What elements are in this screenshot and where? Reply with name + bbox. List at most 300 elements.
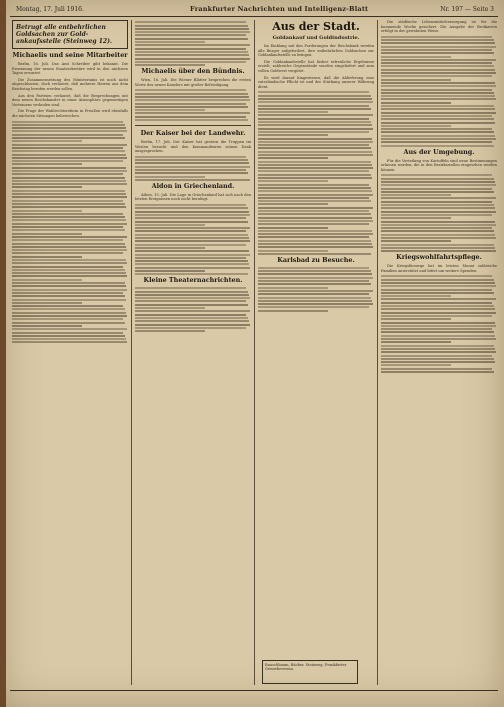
column-1 (12, 20, 128, 680)
illegible-text-line (12, 196, 127, 198)
illegible-text-line (135, 317, 248, 319)
illegible-text-line (12, 285, 126, 287)
illegible-text-line (12, 210, 82, 212)
col2-filler-text (135, 156, 251, 181)
col2-headline-3: Aldon in Griechenland. (151, 181, 235, 190)
illegible-text-line (12, 269, 125, 271)
illegible-text-line (258, 280, 369, 282)
illegible-text-line (381, 240, 451, 242)
illegible-text-line (12, 289, 127, 291)
col3-paragraph: Die Goldankaufsstelle hat bisher erfreuliche Ergebnisse erzielt; zahlreiche Gegenstände wurden eingeliefert und zum vollen Goldwert vergütet. (258, 59, 374, 73)
illegible-text-line (258, 174, 371, 176)
illegible-text-line (12, 160, 123, 162)
illegible-text-line (12, 236, 127, 238)
illegible-text-line (381, 275, 492, 277)
illegible-text-line (12, 312, 126, 314)
illegible-text-line (258, 277, 373, 279)
illegible-text-line (12, 229, 125, 231)
illegible-text-line (135, 172, 248, 174)
illegible-text-line (12, 183, 127, 185)
illegible-text-line (258, 111, 328, 113)
illegible-text-line (381, 56, 451, 58)
illegible-text-line (258, 293, 369, 295)
illegible-text-line (12, 266, 123, 268)
illegible-text-line (381, 65, 494, 67)
column-3 (258, 20, 374, 680)
col4-paragraph: Für die Verteilung von Kartoffeln sind neue Bestimmungen erlassen worden, die in den Bezirksstellen eingesehen werden können. (381, 158, 497, 172)
illegible-text-line (258, 105, 369, 107)
page-header (10, 4, 498, 17)
col3-filler-text (258, 91, 374, 255)
illegible-text-line (12, 272, 126, 274)
illegible-text-line (135, 169, 246, 171)
illegible-text-line (381, 315, 492, 317)
illegible-text-line (135, 31, 250, 33)
col2-filler-text (135, 204, 251, 275)
col4-paragraph: Die städtische Lebensmittelversorgung ist für die kommende Woche gesichert. Die Ausgabe der Brotkarten erfolgt in der gewohnten Weise. (381, 20, 497, 34)
illegible-text-line (381, 221, 495, 223)
illegible-text-line (135, 41, 205, 43)
column-rule (254, 20, 255, 685)
divider (135, 125, 251, 126)
col2-headline-4: Kleine Theaternachrichten. (143, 276, 243, 285)
illegible-text-line (12, 157, 127, 159)
illegible-text-line (381, 145, 494, 147)
illegible-text-line (381, 328, 492, 330)
illegible-text-line (381, 128, 492, 130)
illegible-text-line (12, 292, 123, 294)
illegible-text-line (135, 250, 249, 252)
illegible-text-line (12, 226, 123, 228)
illegible-text-line (135, 267, 250, 269)
illegible-text-line (381, 36, 492, 38)
illegible-text-line (12, 338, 126, 340)
illegible-text-line (12, 302, 82, 304)
advertisement-box: Rauschbaum, Bäcker, Steinweg. Frankfurter Gewerbeverein. (262, 660, 358, 684)
illegible-text-line (12, 193, 126, 195)
illegible-text-line (135, 273, 248, 275)
illegible-text-line (381, 46, 496, 48)
illegible-text-line (381, 364, 451, 366)
illegible-text-line (135, 156, 246, 158)
illegible-text-line (258, 253, 371, 255)
illegible-text-line (381, 338, 496, 340)
illegible-text-line (258, 154, 373, 156)
illegible-text-line (258, 95, 371, 97)
illegible-text-line (381, 95, 495, 97)
illegible-text-line (12, 233, 82, 235)
illegible-text-line (135, 257, 246, 259)
illegible-text-line (258, 273, 372, 275)
illegible-text-line (12, 328, 127, 330)
illegible-text-line (381, 230, 494, 232)
col4-paragraph: Die Kriegsfürsorge hat im letzten Monat zahlreiche Familien unterstützt und bittet um weitere Spenden. (381, 264, 497, 273)
illegible-text-line (381, 348, 495, 350)
illegible-text-line (381, 131, 494, 133)
illegible-text-line (135, 93, 248, 95)
col4-headline-1: Aus der Umgebung. (403, 147, 475, 156)
illegible-text-line (135, 287, 246, 289)
illegible-text-line (258, 203, 328, 205)
illegible-text-line (258, 124, 372, 126)
illegible-text-line (12, 163, 82, 165)
illegible-text-line (135, 25, 248, 27)
illegible-text-line (135, 21, 246, 23)
illegible-text-line (12, 335, 125, 337)
col2-headline-2: Der Kaiser bei der Landwehr. (140, 129, 246, 138)
section-title: Aus der Stadt. (272, 20, 360, 33)
col2-filler-text (135, 21, 251, 66)
illegible-text-line (258, 197, 369, 199)
section-subtitle: Goldankauf und Goldindustrie. (272, 35, 360, 41)
illegible-text-line (258, 187, 371, 189)
illegible-text-line (258, 184, 369, 186)
illegible-text-line (381, 141, 492, 143)
illegible-text-line (381, 351, 496, 353)
illegible-text-line (258, 167, 373, 169)
illegible-text-line (258, 270, 371, 272)
illegible-text-line (258, 236, 369, 238)
illegible-text-line (135, 320, 249, 322)
illegible-text-line (12, 223, 127, 225)
column-rule (131, 20, 132, 685)
illegible-text-line (381, 207, 495, 209)
illegible-text-line (135, 247, 205, 249)
illegible-text-line (12, 206, 126, 208)
gold-appeal-box: Betrugt alle entbehrlichen Goldsachen zur Gold-ankaufsstelle (Steinweg 12). (12, 20, 128, 49)
illegible-text-line (381, 188, 492, 190)
illegible-text-line (135, 44, 250, 46)
illegible-text-line (12, 186, 82, 188)
col1-filler-text (12, 121, 128, 344)
col2-headline-1: Michaelis über den Bündnis. (141, 67, 245, 76)
illegible-text-line (12, 150, 125, 152)
illegible-text-line (381, 341, 451, 343)
illegible-text-line (381, 227, 492, 229)
illegible-text-line (135, 58, 250, 60)
illegible-text-line (12, 308, 125, 310)
illegible-text-line (135, 221, 248, 223)
illegible-text-line (12, 239, 123, 241)
illegible-text-line (12, 282, 125, 284)
illegible-text-line (135, 230, 246, 232)
illegible-text-line (12, 249, 127, 251)
illegible-text-line (381, 211, 496, 213)
illegible-text-line (381, 92, 494, 94)
illegible-text-line (381, 52, 494, 54)
col4-filler-text (381, 174, 497, 252)
illegible-text-line (381, 181, 495, 183)
illegible-text-line (258, 283, 371, 285)
illegible-text-line (12, 144, 127, 146)
col4-filler-text (381, 275, 497, 373)
illegible-text-line (258, 220, 373, 222)
illegible-text-line (135, 106, 248, 108)
illegible-text-line (12, 332, 123, 334)
illegible-text-line (12, 140, 82, 142)
illegible-text-line (381, 194, 451, 196)
illegible-text-line (135, 99, 250, 101)
page-binding-edge (0, 0, 6, 707)
illegible-text-line (135, 270, 205, 272)
illegible-text-line (12, 325, 82, 327)
illegible-text-line (135, 116, 246, 118)
illegible-text-line (258, 194, 373, 196)
illegible-text-line (381, 325, 496, 327)
illegible-text-line (258, 118, 369, 120)
illegible-text-line (135, 234, 248, 236)
col2-paragraph: Berlin, 17. Juli. Der Kaiser hat gestern die Truppen im Westen besucht und den Kommandeuren seinen Dank ausgesprochen. (135, 140, 251, 154)
illegible-text-line (381, 292, 494, 294)
illegible-text-line (258, 108, 371, 110)
illegible-text-line (258, 250, 328, 252)
illegible-text-line (258, 217, 372, 219)
illegible-text-line (12, 262, 127, 264)
illegible-text-line (12, 322, 125, 324)
illegible-text-line (135, 207, 248, 209)
illegible-text-line (381, 368, 492, 370)
illegible-text-line (258, 210, 369, 212)
illegible-text-line (135, 324, 250, 326)
illegible-text-line (381, 214, 492, 216)
col1-headline: Michaelis und seine Mitarbeiter (12, 51, 128, 59)
col2-paragraph: Athen, 15. Juli. Die Lage in Griechenland hat sich nach den letzten Ereignissen noch nicht beruhigt. (135, 192, 251, 202)
illegible-text-line (135, 240, 250, 242)
illegible-text-line (381, 191, 494, 193)
illegible-text-line (381, 345, 494, 347)
illegible-text-line (12, 315, 127, 317)
illegible-text-line (381, 178, 494, 180)
illegible-text-line (135, 314, 246, 316)
illegible-text-line (12, 130, 127, 132)
illegible-text-line (381, 302, 492, 304)
header-paper-title: Frankfurter Nachrichten und Intelligenz-Blatt (190, 5, 369, 13)
illegible-text-line (135, 244, 246, 246)
illegible-text-line (381, 308, 495, 310)
illegible-text-line (12, 246, 126, 248)
illegible-text-line (135, 217, 246, 219)
illegible-text-line (258, 128, 373, 130)
illegible-text-line (381, 59, 496, 61)
illegible-text-line (12, 299, 126, 301)
illegible-text-line (381, 138, 496, 140)
illegible-text-line (258, 121, 371, 123)
illegible-text-line (381, 250, 496, 252)
col1-paragraph: Berlin, 16. Juli. Das Amt Schreiber gibt bekannt. Die Ernennung der neuen Staatssekretäre wird in den nächsten Tagen erwartet. (12, 62, 128, 76)
illegible-text-line (135, 38, 248, 40)
illegible-text-line (135, 260, 248, 262)
illegible-text-line (135, 48, 246, 50)
illegible-text-line (12, 177, 125, 179)
illegible-text-line (381, 122, 495, 124)
illegible-text-line (12, 259, 126, 261)
illegible-text-line (12, 170, 127, 172)
illegible-text-line (381, 49, 492, 51)
illegible-text-line (12, 305, 123, 307)
illegible-text-line (12, 124, 125, 126)
illegible-text-line (381, 355, 492, 357)
illegible-text-line (381, 174, 492, 176)
illegible-text-line (381, 234, 495, 236)
illegible-text-line (12, 190, 125, 192)
illegible-text-line (135, 103, 246, 105)
illegible-text-line (381, 118, 494, 120)
illegible-text-line (381, 358, 494, 360)
col1-paragraph: Die Zusammensetzung des Ministeriums ist noch nicht abgeschlossen, doch verlautet, daß mehrere Herren aus dem Reichstag berufen werden sollen. (12, 77, 128, 91)
illegible-text-line (135, 227, 250, 229)
illegible-text-line (12, 137, 125, 139)
illegible-text-line (381, 318, 451, 320)
illegible-text-line (381, 217, 451, 219)
illegible-text-line (12, 275, 127, 277)
illegible-text-line (12, 180, 126, 182)
illegible-text-line (135, 254, 250, 256)
illegible-text-line (381, 75, 492, 77)
col1-paragraph: Die Frage der Wahlrechtsreform in Preußen wird ebenfalls die nächsten Sitzungen beherrschen. (12, 109, 128, 118)
illegible-text-line (381, 237, 496, 239)
illegible-text-line (12, 147, 123, 149)
header-page-number: Nr. 197 — Seite 3 (440, 6, 494, 13)
illegible-text-line (381, 89, 492, 91)
illegible-text-line (135, 327, 246, 329)
illegible-text-line (135, 211, 249, 213)
illegible-text-line (381, 335, 495, 337)
column-rule (377, 20, 378, 685)
illegible-text-line (381, 105, 494, 107)
page-footer (10, 690, 498, 701)
illegible-text-line (381, 115, 492, 117)
illegible-text-line (381, 184, 496, 186)
illegible-text-line (135, 96, 249, 98)
illegible-text-line (258, 114, 373, 116)
illegible-text-line (12, 167, 126, 169)
illegible-text-line (135, 330, 205, 332)
illegible-text-line (381, 244, 494, 246)
illegible-text-line (12, 219, 126, 221)
illegible-text-line (135, 51, 248, 53)
illegible-text-line (381, 247, 495, 249)
illegible-text-line (258, 240, 371, 242)
illegible-text-line (381, 62, 492, 64)
illegible-text-line (258, 91, 369, 93)
illegible-text-line (381, 82, 495, 84)
illegible-text-line (12, 252, 123, 254)
illegible-text-line (135, 89, 246, 91)
illegible-text-line (12, 256, 82, 258)
illegible-text-line (381, 135, 495, 137)
illegible-text-line (12, 318, 123, 320)
illegible-text-line (135, 64, 205, 66)
illegible-text-line (135, 162, 249, 164)
col1-paragraph: Aus den Parteien verlautet, daß die Besprechungen mit dem neuen Reichskanzler in einer Atmosphäre gegenseitigen Vertrauens verlaufen sind. (12, 93, 128, 107)
illegible-text-line (258, 138, 372, 140)
illegible-text-line (135, 294, 249, 296)
illegible-text-line (258, 141, 373, 143)
illegible-text-line (381, 322, 495, 324)
illegible-text-line (12, 216, 125, 218)
illegible-text-line (381, 69, 495, 71)
illegible-text-line (258, 213, 371, 215)
illegible-text-line (258, 190, 372, 192)
illegible-text-line (12, 200, 123, 202)
illegible-text-line (381, 279, 494, 281)
col3-headline-2: Karlsbad zu Besuche. (277, 255, 355, 264)
illegible-text-line (381, 298, 496, 300)
illegible-text-line (135, 61, 246, 63)
illegible-text-line (258, 180, 328, 182)
illegible-text-line (381, 224, 496, 226)
illegible-text-line (135, 297, 250, 299)
illegible-text-line (12, 134, 123, 136)
illegible-text-line (12, 341, 127, 343)
illegible-text-line (258, 310, 328, 312)
col3-paragraph: Es wird darauf hingewiesen, daß die Ablieferung eine vaterländische Pflicht ist und der Stärkung unserer Währung dient. (258, 75, 374, 89)
illegible-text-line (258, 246, 373, 248)
illegible-text-line (381, 371, 494, 373)
illegible-text-line (381, 72, 496, 74)
illegible-text-line (135, 159, 248, 161)
illegible-text-line (381, 102, 451, 104)
illegible-text-line (258, 200, 371, 202)
illegible-text-line (381, 39, 494, 41)
col2-filler-text (135, 287, 251, 332)
illegible-text-line (258, 177, 372, 179)
illegible-text-line (381, 331, 494, 333)
illegible-text-line (381, 204, 494, 206)
illegible-text-line (381, 289, 492, 291)
illegible-text-line (135, 179, 250, 181)
column-4 (381, 20, 497, 680)
illegible-text-line (258, 223, 369, 225)
illegible-text-line (258, 300, 372, 302)
illegible-text-line (258, 287, 328, 289)
illegible-text-line (12, 243, 125, 245)
col3-paragraph: Im Einklang mit den Forderungen der Reichsbank werden alle Bürger aufgefordert, ihre entbehrlichen Goldsachen zur Goldankaufsstelle zu bringen. (258, 44, 374, 58)
illegible-text-line (12, 154, 126, 156)
illegible-text-line (381, 201, 492, 203)
col2-filler-text (135, 89, 251, 121)
illegible-text-line (258, 164, 372, 166)
illegible-text-line (381, 42, 495, 44)
illegible-text-line (135, 28, 249, 30)
illegible-text-line (381, 305, 494, 307)
illegible-text-line (258, 131, 369, 133)
illegible-text-line (135, 112, 250, 114)
illegible-text-line (12, 295, 125, 297)
header-date: Montag, 17. Juli 1916. (16, 6, 84, 13)
illegible-text-line (258, 144, 369, 146)
illegible-text-line (381, 361, 495, 363)
illegible-text-line (258, 233, 373, 235)
illegible-text-line (135, 176, 205, 178)
illegible-text-line (12, 127, 126, 129)
illegible-text-line (258, 98, 372, 100)
illegible-text-line (12, 173, 123, 175)
illegible-text-line (381, 312, 496, 314)
illegible-text-line (258, 297, 371, 299)
illegible-text-line (258, 230, 372, 232)
illegible-text-line (258, 267, 369, 269)
col2-paragraph: Wien, 16. Juli. Die Wiener Blätter besprechen die ersten Worte des neuen Kanzlers mit großer Befriedigung. (135, 78, 251, 87)
illegible-text-line (12, 203, 125, 205)
illegible-text-line (258, 303, 373, 305)
illegible-text-line (135, 109, 205, 111)
illegible-text-line (135, 224, 205, 226)
illegible-text-line (258, 290, 373, 292)
illegible-text-line (258, 207, 373, 209)
illegible-text-line (135, 119, 248, 121)
illegible-text-line (135, 307, 205, 309)
